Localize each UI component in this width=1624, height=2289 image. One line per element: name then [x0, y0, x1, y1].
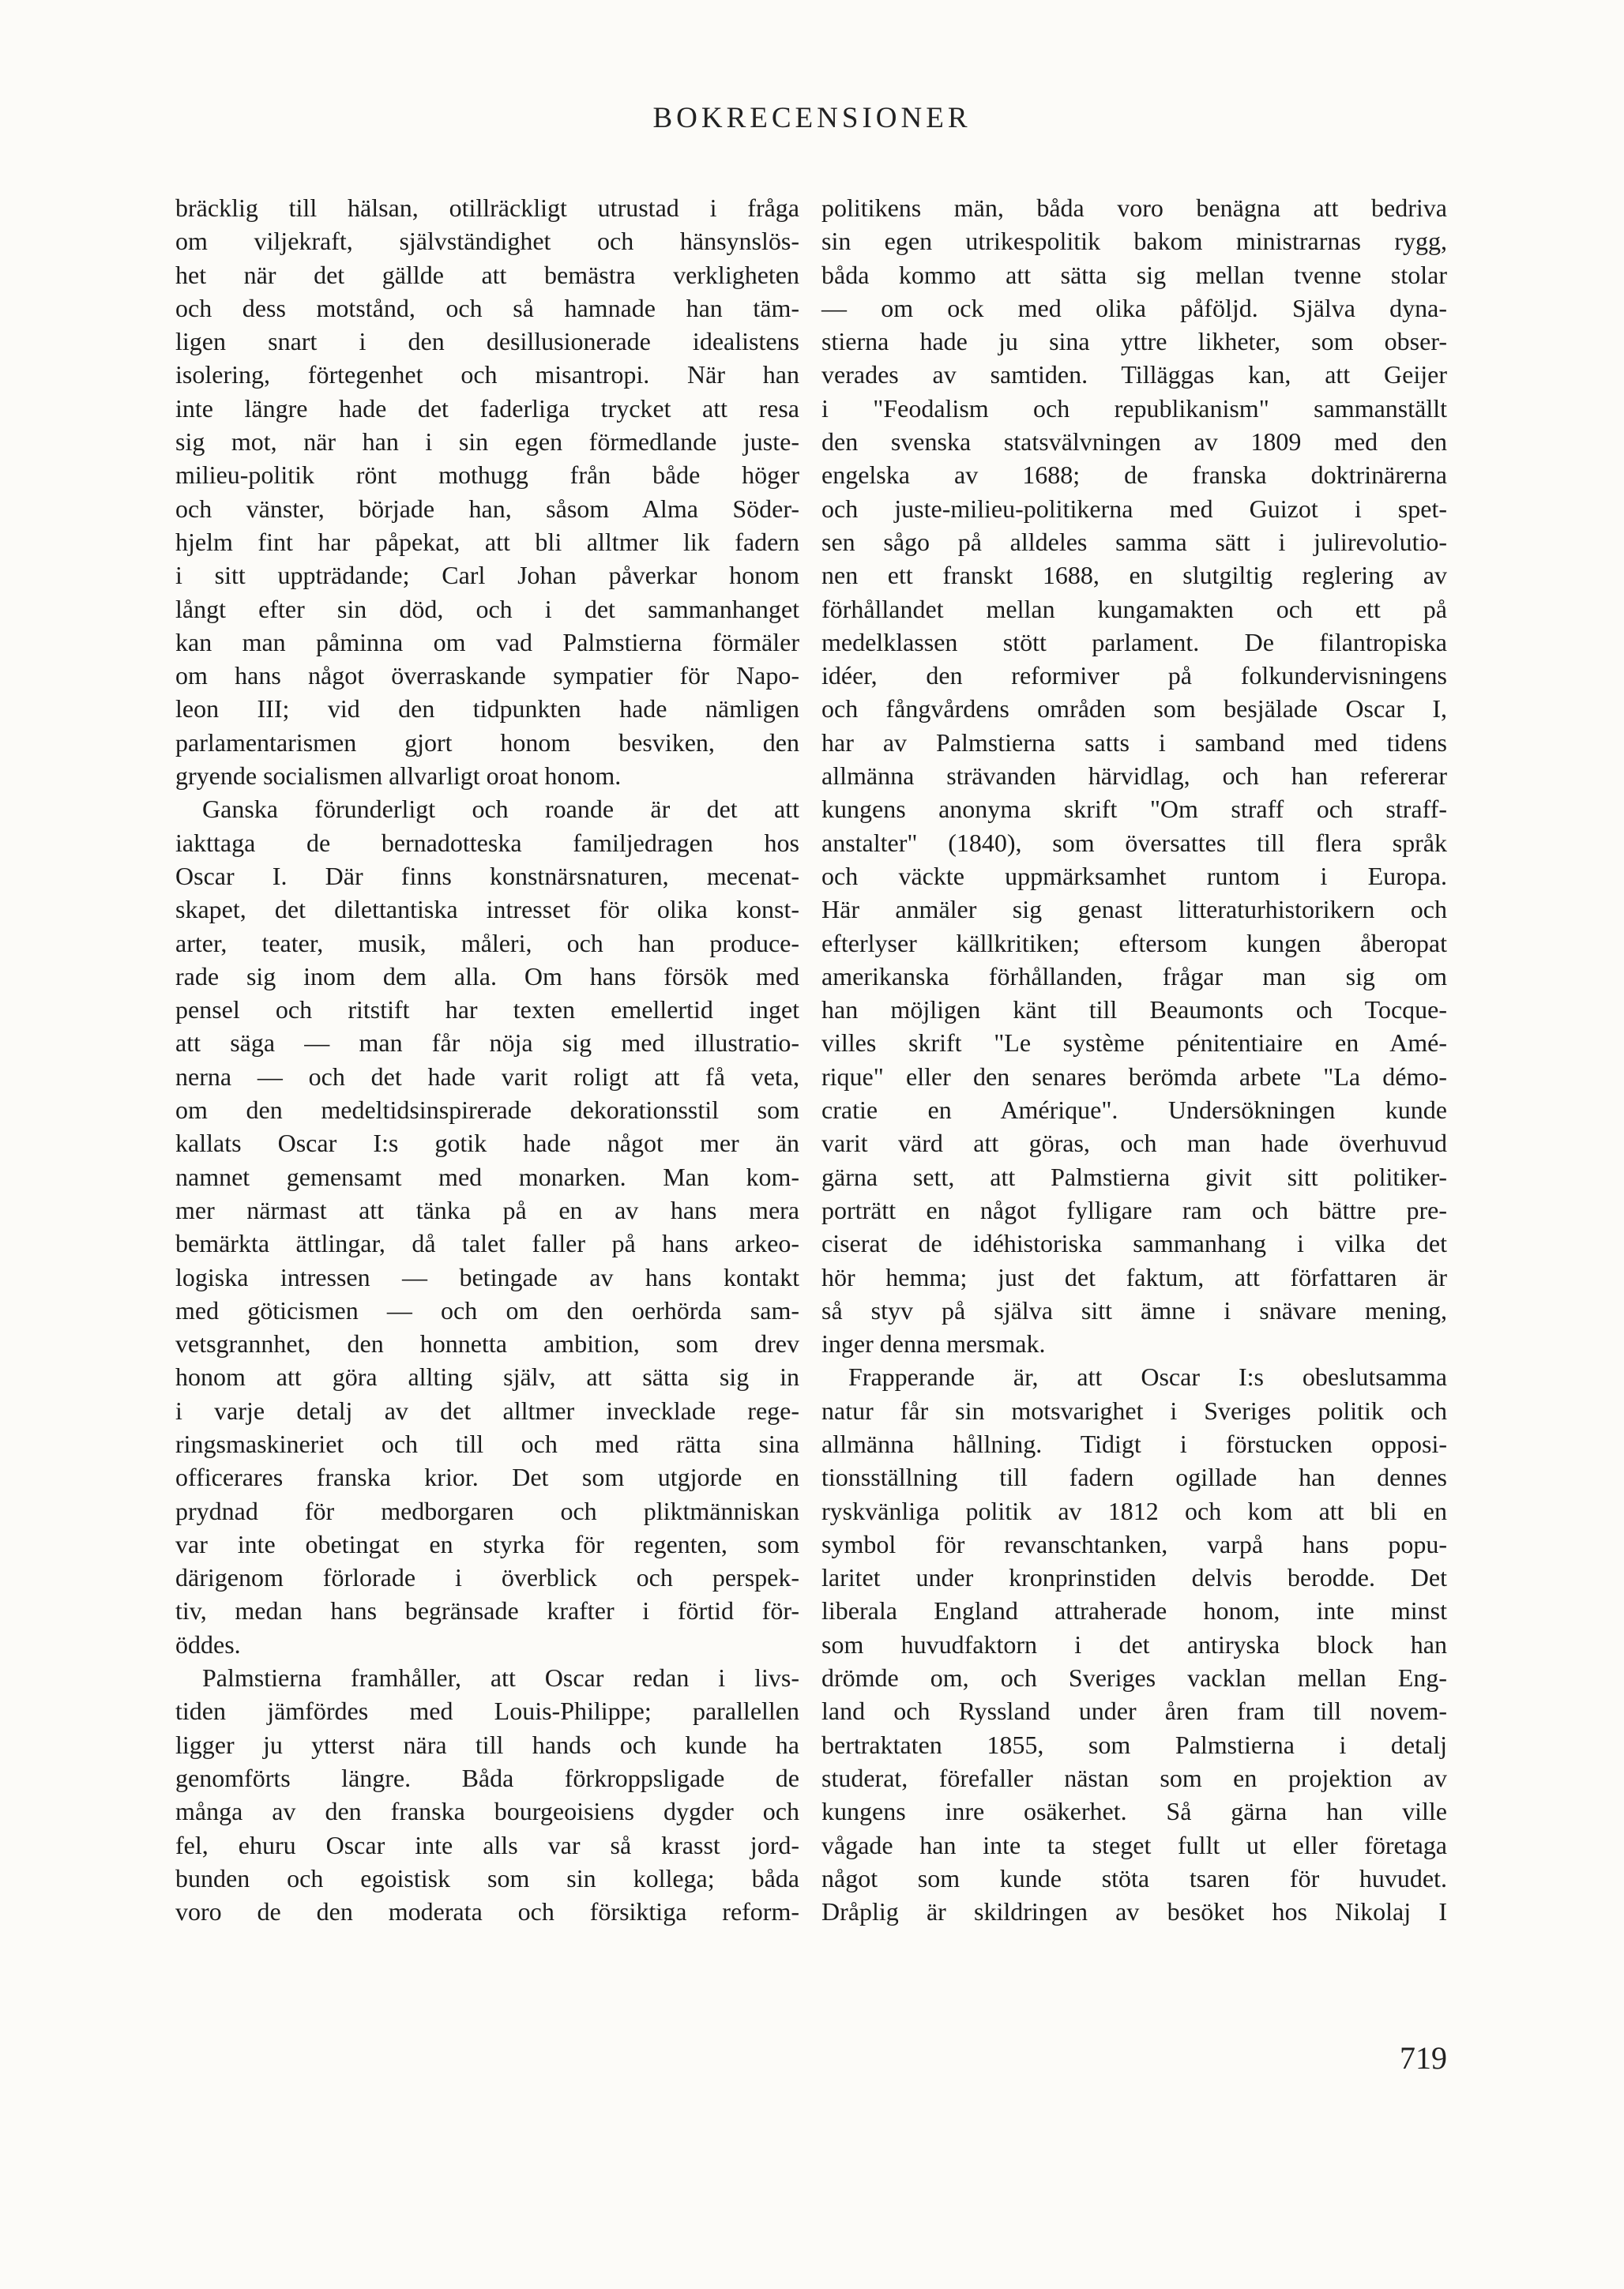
text-line: allmänna hållning. Tidigt i förstucken opposi-: [821, 1429, 1447, 1458]
text-line: iakttaga de bernadotteska familjedragen hos: [175, 828, 799, 857]
text-line: parlamentarismen gjort honom besviken, den: [175, 727, 799, 757]
text-line: förhållandet mellan kungamakten och ett på: [821, 594, 1447, 623]
text-line: och dess motstånd, och så hamnade han täm-: [175, 293, 799, 322]
text-line: så styv på själva sitt ämne i snävare mening,: [821, 1295, 1447, 1325]
text-line: som huvudfaktorn i det antiryska block han: [821, 1629, 1447, 1659]
text-line: öddes.: [175, 1629, 241, 1659]
text-line: sin egen utrikespolitik bakom ministrarnas rygg,: [821, 227, 1447, 256]
text-line: Palmstierna framhåller, att Oscar redan i livs-: [202, 1663, 799, 1693]
text-line: Dråplig är skildringen av besöket hos Nikolaj I: [821, 1897, 1447, 1926]
text-line: båda kommo att sätta sig mellan tvenne stolar: [821, 260, 1447, 289]
text-line: skapet, det dilettantiska intresset för olika konst-: [175, 895, 799, 924]
text-line: många av den franska bourgeoisiens dygder och: [175, 1797, 799, 1826]
text-line: sig mot, när han i sin egen förmedlande juste-: [175, 427, 799, 457]
text-line: nerna — och det hade varit roligt att få veta,: [175, 1062, 799, 1091]
text-line: genomförts längre. Båda förkroppsligade de: [175, 1763, 799, 1792]
text-line: inte längre hade det faderliga trycket att resa: [175, 393, 799, 423]
text-line: den svenska statsvälvningen av 1809 med den: [821, 427, 1447, 457]
text-line: voro de den moderata och försiktiga reform-: [175, 1897, 799, 1926]
text-line: studerat, förefaller nästan som en projektion av: [821, 1763, 1447, 1792]
text-line: om hans något överraskande sympatier för Napo-: [175, 661, 799, 690]
text-line: honom att göra allting själv, att sätta sig in: [175, 1362, 799, 1392]
text-line: och vänster, började han, såsom Alma Söder-: [175, 494, 799, 523]
text-line: och väckte uppmärksamhet runtom i Europa.: [821, 861, 1447, 890]
text-line: amerikanska förhållanden, frågar man sig om: [821, 961, 1447, 990]
text-line: allmänna strävanden härvidlag, och han refererar: [821, 761, 1447, 791]
text-line: medelklassen stött parlament. De filantropiska: [821, 627, 1447, 656]
text-line: Här anmäler sig genast litteraturhistorikern och: [821, 895, 1447, 924]
text-line: leon III; vid den tidpunkten hade nämligen: [175, 694, 799, 724]
text-line: fel, ehuru Oscar inte alls var så krasst jord-: [175, 1830, 799, 1859]
text-line: bemärkta ättlingar, då talet faller på hans arkeo-: [175, 1229, 799, 1258]
text-line: officerares franska krior. Det som utgjorde en: [175, 1463, 799, 1492]
text-line: prydnad för medborgaren och pliktmänniskan: [175, 1496, 799, 1525]
left-column: [175, 191, 799, 1928]
text-line: drömde om, och Sveriges vacklan mellan Eng-: [821, 1663, 1447, 1693]
text-line: het när det gällde att bemästra verkligheten: [175, 260, 799, 289]
text-line: kallats Oscar I:s gotik hade något mer än: [175, 1129, 799, 1158]
text-line: med göticismen — och om den oerhörda sam-: [175, 1295, 799, 1325]
text-line: ryskvänliga politik av 1812 och kom att bli en: [821, 1496, 1447, 1525]
text-line: rique" eller den senares berömda arbete "La démo-: [821, 1062, 1447, 1091]
text-line: i "Feodalism och republikanism" sammanställt: [821, 393, 1447, 423]
text-line: och fångvårdens områden som besjälade Oscar I,: [821, 694, 1447, 724]
text-line: i varje detalj av det alltmer invecklade rege-: [175, 1396, 799, 1425]
running-head: BOKRECENSIONER: [652, 102, 972, 134]
text-line: kan man påminna om vad Palmstierna förmäler: [175, 627, 799, 656]
text-line: villes skrift "Le système pénitentiaire en Amé-: [821, 1028, 1447, 1058]
text-line: verades av samtiden. Tilläggas kan, att Geijer: [821, 360, 1447, 389]
text-line: kungens anonyma skrift "Om straff och straff-: [821, 795, 1447, 824]
text-line: har av Palmstierna satts i samband med tidens: [821, 727, 1447, 757]
text-line: bertraktaten 1855, som Palmstierna i detalj: [821, 1730, 1447, 1759]
text-line: hör hemma; just det faktum, att författaren är: [821, 1262, 1447, 1291]
text-line: vågade han inte ta steget fullt ut eller företaga: [821, 1830, 1447, 1859]
text-line: om viljekraft, självständighet och hänsynslös-: [175, 227, 799, 256]
text-line: hjelm fint har påpekat, att bli alltmer lik fadern: [175, 527, 799, 556]
text-line: land och Ryssland under åren fram till novem-: [821, 1697, 1447, 1726]
text-line: långt efter sin död, och i det sammanhanget: [175, 594, 799, 623]
text-line: milieu-politik rönt mothugg från både höger: [175, 460, 799, 490]
text-line: symbol för revanschtanken, varpå hans popu-: [821, 1529, 1447, 1558]
text-line: efterlyser källkritiken; eftersom kungen åberopat: [821, 928, 1447, 957]
text-line: gärna sett, att Palmstierna givit sitt politiker-: [821, 1162, 1447, 1191]
text-line: ligen snart i den desillusionerade idealistens: [175, 327, 799, 356]
text-line: inger denna mersmak.: [821, 1329, 1046, 1359]
text-line: engelska av 1688; de franska doktrinärerna: [821, 460, 1447, 490]
text-line: tiden jämfördes med Louis-Philippe; parallellen: [175, 1697, 799, 1726]
text-line: pensel och ritstift har texten emellertid inget: [175, 995, 799, 1024]
text-line: porträtt en något fylligare ram och bättre pre-: [821, 1195, 1447, 1224]
text-line: anstalter" (1840), som översattes till flera språk: [821, 828, 1447, 857]
text-line: namnet gemensamt med monarken. Man kom-: [175, 1162, 799, 1191]
text-line: logiska intressen — betingade av hans kontakt: [175, 1262, 799, 1291]
text-line: mer närmast att tänka på en av hans mera: [175, 1195, 799, 1224]
text-line: stierna hade ju sina yttre likheter, som obser-: [821, 327, 1447, 356]
text-line: rade sig inom dem alla. Om hans försök med: [175, 961, 799, 990]
text-line: ciserat de idéhistoriska sammanhang i vilka det: [821, 1229, 1447, 1258]
text-line: gryende socialismen allvarligt oroat honom.: [175, 761, 622, 791]
text-line: sen sågo på alldeles samma sätt i julirevolutio-: [821, 527, 1447, 556]
text-line: i sitt uppträdande; Carl Johan påverkar honom: [175, 561, 799, 590]
text-line: laritet under kronprinstiden delvis berodde. Det: [821, 1563, 1447, 1592]
text-line: Ganska förunderligt och roande är det att: [202, 795, 799, 824]
text-line: och juste-milieu-politikerna med Guizot i spet-: [821, 494, 1447, 523]
text-line: Frapperande är, att Oscar I:s obeslutsamma: [848, 1362, 1447, 1392]
text-line: ligger ju ytterst nära till hands och kunde ha: [175, 1730, 799, 1759]
text-line: varit värd att göras, och man hade överhuvud: [821, 1129, 1447, 1158]
text-line: han möjligen känt till Beaumonts och Tocque-: [821, 995, 1447, 1024]
text-line: bräcklig till hälsan, otillräckligt utrustad i fråga: [175, 194, 799, 222]
text-line: idéer, den reformiver på folkundervisningens: [821, 661, 1447, 690]
text-line: arter, teater, musik, måleri, och han produce-: [175, 928, 799, 957]
text-line: tionsställning till fadern ogillade han dennes: [821, 1463, 1447, 1492]
text-line: tiv, medan hans begränsade krafter i förtid för-: [175, 1596, 799, 1626]
right-column: [821, 191, 1447, 1928]
text-line: därigenom förlorade i överblick och perspek-: [175, 1563, 799, 1592]
text-line: kungens inre osäkerhet. Så gärna han ville: [821, 1797, 1447, 1826]
text-line: bunden och egoistisk som sin kollega; båda: [175, 1863, 799, 1892]
text-line: isolering, förtegenhet och misantropi. När han: [175, 360, 799, 389]
text-line: var inte obetingat en styrka för regenten, som: [175, 1529, 799, 1558]
text-line: att säga — man får nöja sig med illustratio-: [175, 1028, 799, 1058]
text-line: nen ett franskt 1688, en slutgiltig reglering av: [821, 561, 1447, 590]
text-line: ringsmaskineriet och till och med rätta sina: [175, 1429, 799, 1458]
text-line: natur får sin motsvarighet i Sveriges politik och: [821, 1396, 1447, 1425]
text-line: vetsgrannhet, den honnetta ambition, som drev: [175, 1329, 799, 1359]
text-line: liberala England attraherade honom, inte minst: [821, 1596, 1447, 1626]
text-line: cratie en Amérique". Undersökningen kunde: [821, 1096, 1447, 1125]
text-line: — om ock med olika påföljd. Själva dyna-: [821, 293, 1447, 322]
text-line: om den medeltidsinspirerade dekorationsstil som: [175, 1096, 799, 1125]
text-line: något som kunde stöta tsaren för huvudet.: [821, 1863, 1447, 1892]
text-line: Oscar I. Där finns konstnärsnaturen, mecenat-: [175, 861, 799, 890]
text-line: politikens män, båda voro benägna att bedriva: [821, 194, 1447, 222]
page-number: 719: [1400, 2040, 1447, 2076]
